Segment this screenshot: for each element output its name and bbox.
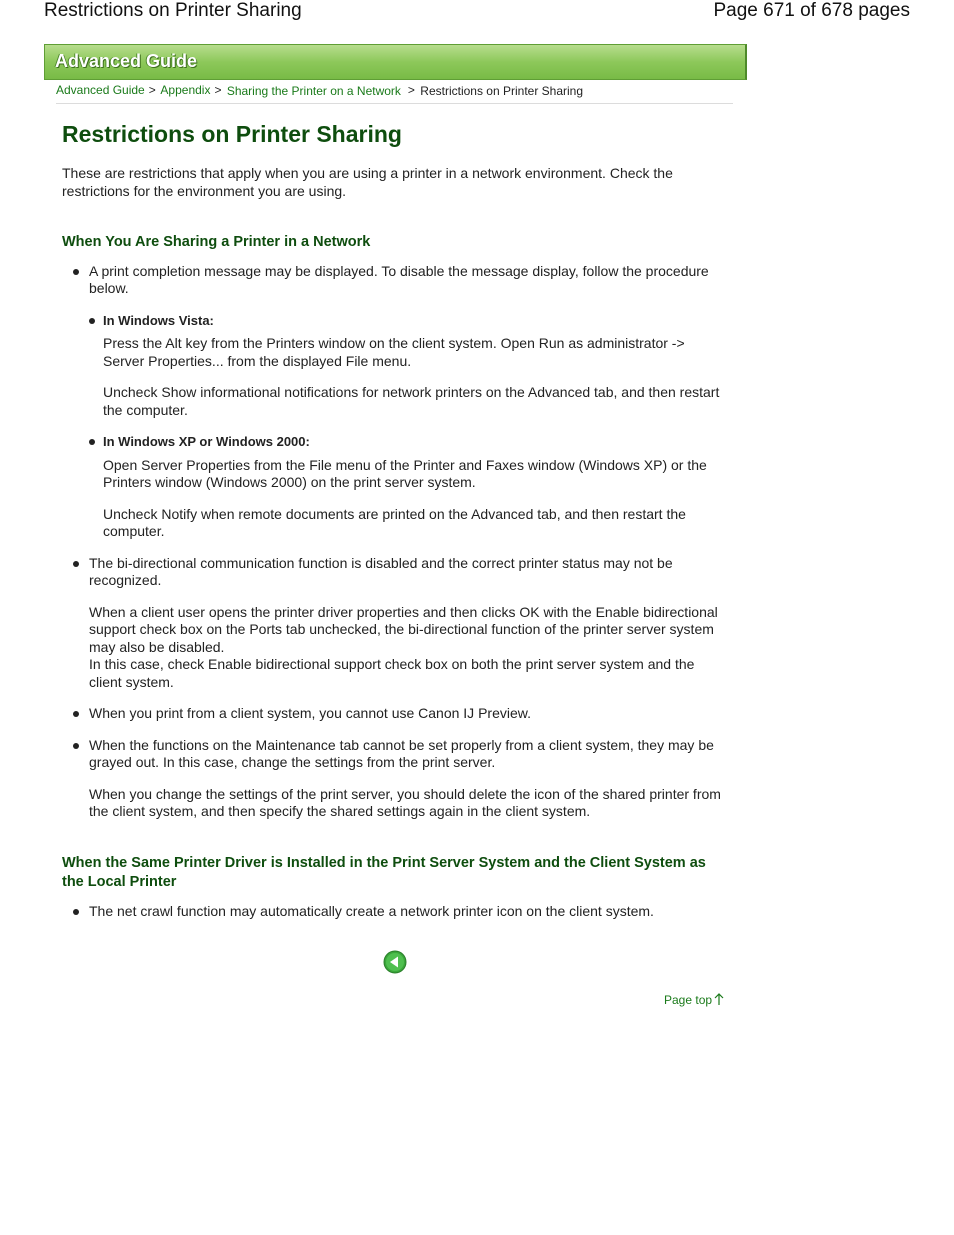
section-heading-same-driver: When the Same Printer Driver is Installed in the Print Server System and the Client System as the Local Printer: [62, 854, 706, 890]
same-driver-restrictions-list: [62, 903, 728, 921]
sublist-paragraph: Press the Alt key from the Printers window on the client system. Open Run as administrator -> Server Properties... from the displayed File menu.: [103, 335, 685, 369]
list-item: [89, 737, 728, 821]
breadcrumb-divider: [56, 103, 733, 104]
list-item-paragraph: When a client user opens the printer driver properties and then clicks OK with the Enable bidirectional support check box on the Ports tab unchecked, the bi-directional function of the printer server system may also be disabled.: [89, 603, 718, 655]
back-arrow-icon[interactable]: [383, 950, 407, 974]
page-counter: Page 671 of 678 pages: [713, 0, 910, 21]
sublist-paragraph: Open Server Properties from the File menu of the Printer and Faxes window (Windows XP) or the Printers window (Windows 2000) on the print server system.: [103, 456, 707, 490]
list-item: [89, 263, 728, 541]
list-item-paragraph: When you change the settings of the print server, you should delete the icon of the shared printer from the client system, and then specify the shared settings again in the client system.: [89, 785, 721, 819]
advanced-guide-banner: [44, 44, 747, 80]
breadcrumb-separator: >: [214, 83, 222, 97]
list-item-text: A print completion message may be displayed. To disable the message display, follow the procedure below.: [89, 262, 709, 296]
up-arrow-icon: [714, 993, 724, 1006]
breadcrumb-separator: >: [407, 83, 415, 97]
page-top-link[interactable]: [664, 993, 724, 1007]
list-item-text: When the functions on the Maintenance tab cannot be set properly from a client system, they may be grayed out. In this case, change the settings from the print server.: [89, 736, 714, 770]
list-item: [89, 705, 728, 723]
breadcrumb: [56, 83, 583, 97]
sublist-paragraph: Uncheck Notify when remote documents are printed on the Advanced tab, and then restart the computer.: [103, 505, 686, 539]
os-sublist: [89, 312, 728, 541]
sublist-item-title: In Windows Vista:: [103, 312, 214, 328]
page-title: Restrictions on Printer Sharing: [62, 121, 402, 147]
intro-paragraph: These are restrictions that apply when you are using a printer in a network environment. Check the restrictions for the environment you are using.: [62, 165, 673, 199]
sublist-paragraph: Uncheck Show informational notifications for network printers on the Advanced tab, and then restart the computer.: [103, 384, 720, 418]
list-item: [89, 903, 728, 921]
section-heading-sharing: When You Are Sharing a Printer in a Network: [62, 234, 371, 250]
breadcrumb-link-advanced-guide[interactable]: Advanced Guide: [56, 83, 145, 97]
list-item-text: The net crawl function may automatically create a network printer icon on the client system.: [89, 902, 654, 919]
list-item-paragraph: In this case, check Enable bidirectional support check box on both the print server system and the client system.: [89, 656, 695, 690]
sharing-restrictions-list: [62, 263, 728, 821]
sublist-item-vista: [103, 312, 728, 420]
list-item-text: The bi-directional communication function is disabled and the correct printer status may not be recognized.: [89, 554, 673, 588]
page-top-label: Page top: [664, 993, 713, 1007]
breadcrumb-link-appendix[interactable]: Appendix: [160, 83, 211, 97]
banner-label: Advanced Guide: [55, 51, 198, 71]
sublist-item-xp-2000: [103, 433, 728, 541]
main-content: [62, 120, 728, 934]
breadcrumb-current: Restrictions on Printer Sharing: [420, 84, 584, 98]
breadcrumb-link-sharing-printer[interactable]: Sharing the Printer on a Network: [226, 84, 401, 98]
list-item: [89, 555, 728, 692]
list-item-text: When you print from a client system, you cannot use Canon IJ Preview.: [89, 705, 531, 721]
sublist-item-title: In Windows XP or Windows 2000:: [103, 434, 310, 449]
breadcrumb-separator: >: [148, 83, 156, 97]
document-title: Restrictions on Printer Sharing: [44, 0, 302, 21]
